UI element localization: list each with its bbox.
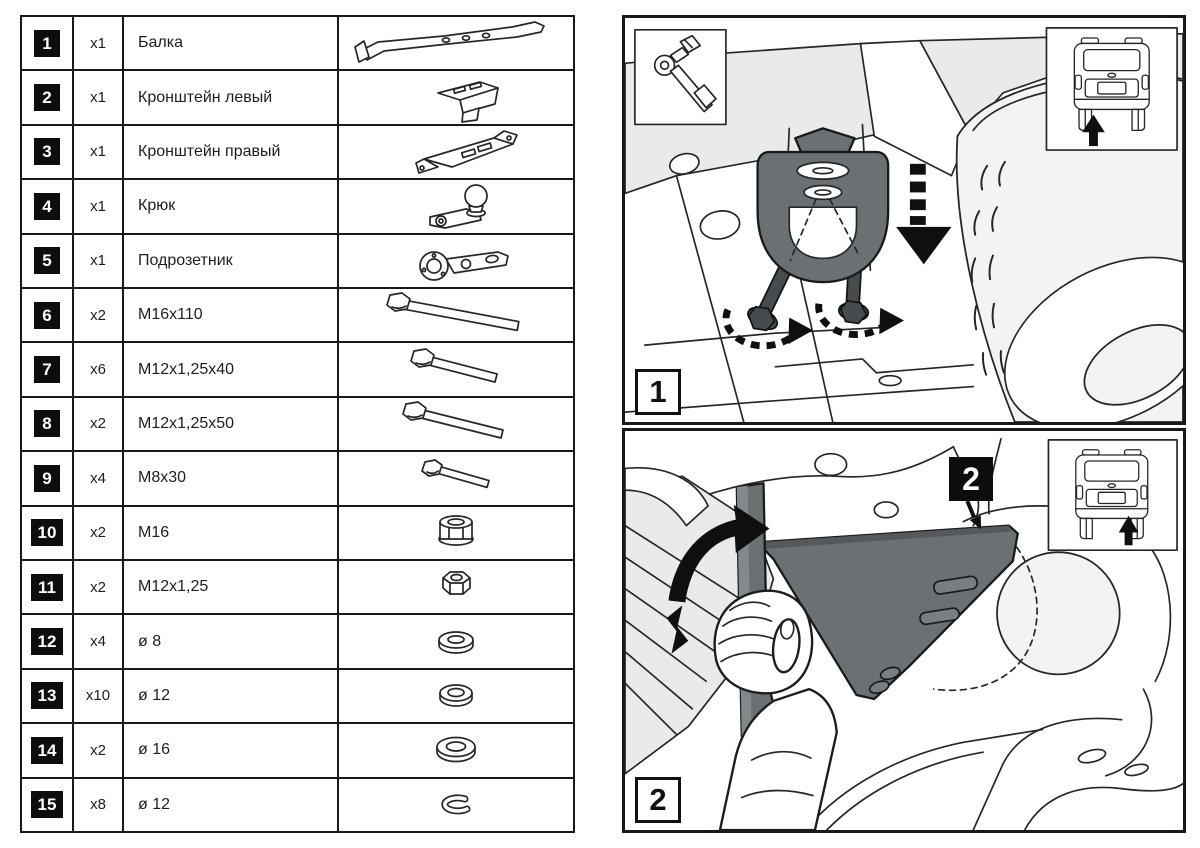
part-qty: x10 [74,670,122,722]
step-2-panel [622,428,1186,833]
part-number-badge: 9 [34,465,60,492]
step-2-illustration [625,431,1183,830]
part-icon-bolt-long [339,289,573,341]
part-name: M12x1,25 [124,561,337,613]
part-name: M16 [124,507,337,559]
part-qty: x6 [74,343,122,395]
part-qty: x1 [74,17,122,69]
part-icon-flat-washer-small [339,615,573,667]
part-icon-socket-plate [339,235,573,287]
part-number-badge: 2 [34,84,60,111]
part-name: ø 16 [124,724,337,776]
part-name: ø 12 [124,670,337,722]
part-icon-bracket-right [339,126,573,178]
part-number-badge: 1 [34,30,60,57]
part-number-badge: 12 [31,628,64,655]
part-number-badge: 5 [34,247,60,274]
part-qty: x1 [74,126,122,178]
car-position-inset [1048,440,1177,550]
part-icon-flat-washer-medium [339,670,573,722]
part-name: M12x1,25x50 [124,398,337,450]
part-number-badge: 6 [34,302,60,329]
part-qty: x2 [74,289,122,341]
part-icon-bolt-small [339,452,573,504]
part-name: Крюк [124,180,337,232]
part-name: Кронштейн правый [124,126,337,178]
part-number-badge: 10 [31,519,64,546]
part-icon-bolt-medium-long [339,398,573,450]
part-qty: x8 [74,779,122,831]
part-qty: x4 [74,452,122,504]
part-icon-bracket-left [339,71,573,123]
part-icon-spring-washer [339,779,573,831]
spare-tank-illustration [997,552,1120,674]
part-name: ø 12 [124,779,337,831]
part-qty: x2 [74,724,122,776]
part-name: M16x110 [124,289,337,341]
part-name: M12x1,25x40 [124,343,337,395]
parts-table [20,15,575,833]
part-name: Балка [124,17,337,69]
part-icon-hex-nut [339,561,573,613]
part-qty: x2 [74,561,122,613]
part-number-badge: 11 [31,574,63,601]
part-number-badge: 3 [34,138,60,165]
step-2-number: 2 [635,777,681,823]
step-1-number: 1 [635,369,681,415]
part-2-callout: 2 [949,457,993,501]
part-qty: x1 [74,180,122,232]
part-number-badge: 14 [31,737,64,764]
part-number-badge: 13 [31,682,64,709]
part-qty: x1 [74,235,122,287]
part-qty: x4 [74,615,122,667]
part-name: Кронштейн левый [124,71,337,123]
part-name: ø 8 [124,615,337,667]
part-icon-bolt-medium [339,343,573,395]
part-name: M8x30 [124,452,337,504]
car-position-inset [1046,28,1177,150]
part-number-badge: 7 [34,356,60,383]
part-icon-lock-nut [339,507,573,559]
part-icon-flat-washer-large [339,724,573,776]
part-qty: x2 [74,398,122,450]
part-number-badge: 15 [31,791,64,818]
part-name: Подрозетник [124,235,337,287]
insert-direction-arrow [896,164,951,265]
step-1-illustration [625,18,1183,422]
part-icon-tow-ball-hook [339,180,573,232]
part-number-badge: 4 [34,193,60,220]
shackle-bracket [758,128,889,282]
tool-inset [635,30,726,125]
part-number-badge: 8 [34,410,60,437]
part-qty: x2 [74,507,122,559]
step-1-panel [622,15,1186,425]
part-qty: x1 [74,71,122,123]
part-icon-beam [339,17,573,69]
